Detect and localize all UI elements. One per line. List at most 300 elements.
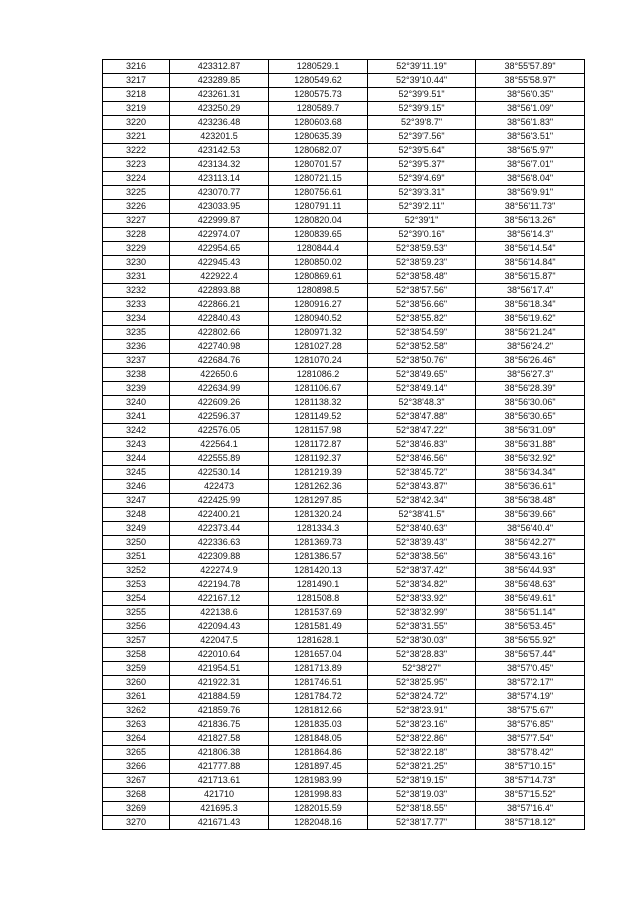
x-coordinate-cell: 423312.87 — [170, 60, 269, 74]
table-row — [103, 326, 585, 340]
latitude-cell: 52°39'2.11" — [368, 200, 476, 214]
latitude-cell: 52°38'59.53" — [368, 242, 476, 256]
point-number-cell: 3263 — [103, 718, 170, 732]
latitude-cell: 52°38'23.91" — [368, 704, 476, 718]
table-row — [103, 172, 585, 186]
table-row — [103, 424, 585, 438]
point-number-cell: 3217 — [103, 74, 170, 88]
longitude-cell: 38°56'24.2" — [476, 340, 585, 354]
table-row — [103, 116, 585, 130]
x-coordinate-cell: 422634.99 — [170, 382, 269, 396]
latitude-cell: 52°38'55.82" — [368, 312, 476, 326]
table-row — [103, 452, 585, 466]
point-number-cell: 3264 — [103, 732, 170, 746]
table-row — [103, 522, 585, 536]
longitude-cell: 38°56'32.92" — [476, 452, 585, 466]
y-coordinate-cell: 1281106.67 — [269, 382, 368, 396]
x-coordinate-cell: 422740.98 — [170, 340, 269, 354]
point-number-cell: 3216 — [103, 60, 170, 74]
longitude-cell: 38°56'36.61" — [476, 480, 585, 494]
table-row — [103, 284, 585, 298]
point-number-cell: 3249 — [103, 522, 170, 536]
latitude-cell: 52°38'46.56" — [368, 452, 476, 466]
point-number-cell: 3247 — [103, 494, 170, 508]
y-coordinate-cell: 1280791.11 — [269, 200, 368, 214]
longitude-cell: 38°56'8.04" — [476, 172, 585, 186]
longitude-cell: 38°56'19.62" — [476, 312, 585, 326]
point-number-cell: 3230 — [103, 256, 170, 270]
x-coordinate-cell: 421836.75 — [170, 718, 269, 732]
latitude-cell: 52°38'54.59" — [368, 326, 476, 340]
latitude-cell: 52°39'0.16" — [368, 228, 476, 242]
point-number-cell: 3235 — [103, 326, 170, 340]
point-number-cell: 3268 — [103, 788, 170, 802]
y-coordinate-cell: 1281297.85 — [269, 494, 368, 508]
y-coordinate-cell: 1280844.4 — [269, 242, 368, 256]
point-number-cell: 3242 — [103, 424, 170, 438]
table-row — [103, 760, 585, 774]
latitude-cell: 52°38'28.83" — [368, 648, 476, 662]
y-coordinate-cell: 1280529.1 — [269, 60, 368, 74]
longitude-cell: 38°56'5.97" — [476, 144, 585, 158]
x-coordinate-cell: 422802.66 — [170, 326, 269, 340]
latitude-cell: 52°39'1" — [368, 214, 476, 228]
point-number-cell: 3234 — [103, 312, 170, 326]
point-number-cell: 3250 — [103, 536, 170, 550]
latitude-cell: 52°38'40.63" — [368, 522, 476, 536]
point-number-cell: 3220 — [103, 116, 170, 130]
latitude-cell: 52°38'38.56" — [368, 550, 476, 564]
latitude-cell: 52°39'3.31" — [368, 186, 476, 200]
table-row — [103, 676, 585, 690]
table-row — [103, 340, 585, 354]
longitude-cell: 38°56'42.27" — [476, 536, 585, 550]
longitude-cell: 38°56'14.3" — [476, 228, 585, 242]
x-coordinate-cell: 422400.21 — [170, 508, 269, 522]
x-coordinate-cell: 421713.61 — [170, 774, 269, 788]
table-row — [103, 158, 585, 172]
table-row — [103, 592, 585, 606]
latitude-cell: 52°38'39.43" — [368, 536, 476, 550]
y-coordinate-cell: 1281628.1 — [269, 634, 368, 648]
y-coordinate-cell: 1282015.59 — [269, 802, 368, 816]
longitude-cell: 38°56'21.24" — [476, 326, 585, 340]
longitude-cell: 38°57'15.52" — [476, 788, 585, 802]
y-coordinate-cell: 1281369.73 — [269, 536, 368, 550]
x-coordinate-cell: 422564.1 — [170, 438, 269, 452]
longitude-cell: 38°57'6.85" — [476, 718, 585, 732]
longitude-cell: 38°56'30.65" — [476, 410, 585, 424]
table-row — [103, 718, 585, 732]
x-coordinate-cell: 422609.26 — [170, 396, 269, 410]
latitude-cell: 52°38'34.82" — [368, 578, 476, 592]
y-coordinate-cell: 1281420.13 — [269, 564, 368, 578]
latitude-cell: 52°38'19.03" — [368, 788, 476, 802]
x-coordinate-cell: 422194.78 — [170, 578, 269, 592]
latitude-cell: 52°38'47.22" — [368, 424, 476, 438]
table-row — [103, 144, 585, 158]
latitude-cell: 52°39'9.15" — [368, 102, 476, 116]
y-coordinate-cell: 1281320.24 — [269, 508, 368, 522]
longitude-cell: 38°56'43.16" — [476, 550, 585, 564]
latitude-cell: 52°38'43.87" — [368, 480, 476, 494]
x-coordinate-cell: 422840.43 — [170, 312, 269, 326]
y-coordinate-cell: 1281172.87 — [269, 438, 368, 452]
x-coordinate-cell: 423113.14 — [170, 172, 269, 186]
latitude-cell: 52°38'49.65" — [368, 368, 476, 382]
table-row — [103, 536, 585, 550]
latitude-cell: 52°39'5.37" — [368, 158, 476, 172]
y-coordinate-cell: 1281581.49 — [269, 620, 368, 634]
longitude-cell: 38°57'16.4" — [476, 802, 585, 816]
point-number-cell: 3257 — [103, 634, 170, 648]
latitude-cell: 52°38'24.72" — [368, 690, 476, 704]
point-number-cell: 3226 — [103, 200, 170, 214]
x-coordinate-cell: 421954.51 — [170, 662, 269, 676]
x-coordinate-cell: 421859.76 — [170, 704, 269, 718]
y-coordinate-cell: 1280575.73 — [269, 88, 368, 102]
longitude-cell: 38°56'26.46" — [476, 354, 585, 368]
y-coordinate-cell: 1280682.07 — [269, 144, 368, 158]
y-coordinate-cell: 1282048.16 — [269, 816, 368, 830]
longitude-cell: 38°56'18.34" — [476, 298, 585, 312]
x-coordinate-cell: 422650.6 — [170, 368, 269, 382]
y-coordinate-cell: 1281508.8 — [269, 592, 368, 606]
latitude-cell: 52°38'22.18" — [368, 746, 476, 760]
x-coordinate-cell: 422974.07 — [170, 228, 269, 242]
y-coordinate-cell: 1280971.32 — [269, 326, 368, 340]
y-coordinate-cell: 1281835.03 — [269, 718, 368, 732]
point-number-cell: 3233 — [103, 298, 170, 312]
point-number-cell: 3254 — [103, 592, 170, 606]
latitude-cell: 52°38'58.48" — [368, 270, 476, 284]
table-row — [103, 102, 585, 116]
point-number-cell: 3251 — [103, 550, 170, 564]
x-coordinate-cell: 422010.64 — [170, 648, 269, 662]
longitude-cell: 38°56'55.92" — [476, 634, 585, 648]
y-coordinate-cell: 1281138.32 — [269, 396, 368, 410]
x-coordinate-cell: 422274.9 — [170, 564, 269, 578]
longitude-cell: 38°57'0.45" — [476, 662, 585, 676]
latitude-cell: 52°38'23.16" — [368, 718, 476, 732]
x-coordinate-cell: 423070.77 — [170, 186, 269, 200]
y-coordinate-cell: 1281848.05 — [269, 732, 368, 746]
x-coordinate-cell: 422530.14 — [170, 466, 269, 480]
table-row — [103, 438, 585, 452]
longitude-cell: 38°56'14.84" — [476, 256, 585, 270]
latitude-cell: 52°38'49.14" — [368, 382, 476, 396]
point-number-cell: 3239 — [103, 382, 170, 396]
latitude-cell: 52°38'21.25" — [368, 760, 476, 774]
y-coordinate-cell: 1280549.62 — [269, 74, 368, 88]
y-coordinate-cell: 1281897.45 — [269, 760, 368, 774]
table-row — [103, 466, 585, 480]
table-row — [103, 494, 585, 508]
table-row — [103, 270, 585, 284]
table-row — [103, 354, 585, 368]
x-coordinate-cell: 421695.3 — [170, 802, 269, 816]
y-coordinate-cell: 1280916.27 — [269, 298, 368, 312]
table-row — [103, 732, 585, 746]
point-number-cell: 3221 — [103, 130, 170, 144]
y-coordinate-cell: 1281157.98 — [269, 424, 368, 438]
point-number-cell: 3253 — [103, 578, 170, 592]
x-coordinate-cell: 422576.05 — [170, 424, 269, 438]
longitude-cell: 38°56'31.88" — [476, 438, 585, 452]
latitude-cell: 52°38'25.95" — [368, 676, 476, 690]
longitude-cell: 38°57'10.15" — [476, 760, 585, 774]
x-coordinate-cell: 422684.76 — [170, 354, 269, 368]
latitude-cell: 52°38'50.76" — [368, 354, 476, 368]
x-coordinate-cell: 423236.48 — [170, 116, 269, 130]
longitude-cell: 38°57'14.73" — [476, 774, 585, 788]
longitude-cell: 38°56'39.66" — [476, 508, 585, 522]
point-number-cell: 3236 — [103, 340, 170, 354]
y-coordinate-cell: 1281784.72 — [269, 690, 368, 704]
longitude-cell: 38°56'40.4" — [476, 522, 585, 536]
latitude-cell: 52°38'48.3" — [368, 396, 476, 410]
point-number-cell: 3227 — [103, 214, 170, 228]
x-coordinate-cell: 421671.43 — [170, 816, 269, 830]
point-number-cell: 3266 — [103, 760, 170, 774]
y-coordinate-cell: 1280940.52 — [269, 312, 368, 326]
table-row — [103, 648, 585, 662]
longitude-cell: 38°57'2.17" — [476, 676, 585, 690]
coordinates-table — [102, 59, 585, 830]
y-coordinate-cell: 1281998.83 — [269, 788, 368, 802]
latitude-cell: 52°39'10.44" — [368, 74, 476, 88]
table-row — [103, 60, 585, 74]
table-row — [103, 704, 585, 718]
table-row — [103, 774, 585, 788]
x-coordinate-cell: 421827.58 — [170, 732, 269, 746]
y-coordinate-cell: 1281386.57 — [269, 550, 368, 564]
latitude-cell: 52°38'42.34" — [368, 494, 476, 508]
table-row — [103, 242, 585, 256]
table-row — [103, 74, 585, 88]
x-coordinate-cell: 422473 — [170, 480, 269, 494]
table-row — [103, 396, 585, 410]
y-coordinate-cell: 1281070.24 — [269, 354, 368, 368]
longitude-cell: 38°56'53.45" — [476, 620, 585, 634]
table-row — [103, 620, 585, 634]
x-coordinate-cell: 421922.31 — [170, 676, 269, 690]
latitude-cell: 52°38'27" — [368, 662, 476, 676]
latitude-cell: 52°38'32.99" — [368, 606, 476, 620]
latitude-cell: 52°39'4.69" — [368, 172, 476, 186]
table-row — [103, 130, 585, 144]
point-number-cell: 3225 — [103, 186, 170, 200]
x-coordinate-cell: 423201.5 — [170, 130, 269, 144]
x-coordinate-cell: 421777.88 — [170, 760, 269, 774]
latitude-cell: 52°38'47.88" — [368, 410, 476, 424]
point-number-cell: 3219 — [103, 102, 170, 116]
y-coordinate-cell: 1280839.65 — [269, 228, 368, 242]
table-row — [103, 788, 585, 802]
table-row — [103, 802, 585, 816]
point-number-cell: 3246 — [103, 480, 170, 494]
point-number-cell: 3270 — [103, 816, 170, 830]
latitude-cell: 52°39'8.7" — [368, 116, 476, 130]
point-number-cell: 3223 — [103, 158, 170, 172]
latitude-cell: 52°38'19.15" — [368, 774, 476, 788]
longitude-cell: 38°56'44.93" — [476, 564, 585, 578]
y-coordinate-cell: 1281149.52 — [269, 410, 368, 424]
point-number-cell: 3244 — [103, 452, 170, 466]
point-number-cell: 3231 — [103, 270, 170, 284]
longitude-cell: 38°56'31.09" — [476, 424, 585, 438]
point-number-cell: 3241 — [103, 410, 170, 424]
latitude-cell: 52°39'11.19" — [368, 60, 476, 74]
point-number-cell: 3259 — [103, 662, 170, 676]
point-number-cell: 3248 — [103, 508, 170, 522]
table-row — [103, 368, 585, 382]
longitude-cell: 38°56'30.06" — [476, 396, 585, 410]
y-coordinate-cell: 1280869.61 — [269, 270, 368, 284]
table-row — [103, 508, 585, 522]
longitude-cell: 38°56'48.63" — [476, 578, 585, 592]
longitude-cell: 38°56'11.73" — [476, 200, 585, 214]
x-coordinate-cell: 422922.4 — [170, 270, 269, 284]
table-row — [103, 200, 585, 214]
table-row — [103, 662, 585, 676]
point-number-cell: 3262 — [103, 704, 170, 718]
latitude-cell: 52°39'7.56" — [368, 130, 476, 144]
table-row — [103, 746, 585, 760]
table-row — [103, 550, 585, 564]
table-row — [103, 578, 585, 592]
longitude-cell: 38°55'58.97" — [476, 74, 585, 88]
table-row — [103, 88, 585, 102]
latitude-cell: 52°38'33.92" — [368, 592, 476, 606]
point-number-cell: 3261 — [103, 690, 170, 704]
x-coordinate-cell: 422167.12 — [170, 592, 269, 606]
table-row — [103, 564, 585, 578]
x-coordinate-cell: 422866.21 — [170, 298, 269, 312]
y-coordinate-cell: 1280756.61 — [269, 186, 368, 200]
point-number-cell: 3232 — [103, 284, 170, 298]
longitude-cell: 38°56'57.44" — [476, 648, 585, 662]
latitude-cell: 52°38'31.55" — [368, 620, 476, 634]
x-coordinate-cell: 423250.29 — [170, 102, 269, 116]
table-row — [103, 382, 585, 396]
longitude-cell: 38°56'0.35" — [476, 88, 585, 102]
y-coordinate-cell: 1281812.66 — [269, 704, 368, 718]
longitude-cell: 38°56'49.61" — [476, 592, 585, 606]
x-coordinate-cell: 423134.32 — [170, 158, 269, 172]
x-coordinate-cell: 423261.31 — [170, 88, 269, 102]
longitude-cell: 38°55'57.89" — [476, 60, 585, 74]
table-row — [103, 298, 585, 312]
latitude-cell: 52°38'46.83" — [368, 438, 476, 452]
x-coordinate-cell: 421806.38 — [170, 746, 269, 760]
table-row — [103, 480, 585, 494]
y-coordinate-cell: 1281219.39 — [269, 466, 368, 480]
longitude-cell: 38°57'8.42" — [476, 746, 585, 760]
latitude-cell: 52°39'9.51" — [368, 88, 476, 102]
table-row — [103, 312, 585, 326]
y-coordinate-cell: 1280589.7 — [269, 102, 368, 116]
latitude-cell: 52°38'52.58" — [368, 340, 476, 354]
point-number-cell: 3240 — [103, 396, 170, 410]
table-row — [103, 816, 585, 830]
y-coordinate-cell: 1280721.15 — [269, 172, 368, 186]
x-coordinate-cell: 421710 — [170, 788, 269, 802]
point-number-cell: 3256 — [103, 620, 170, 634]
point-number-cell: 3218 — [103, 88, 170, 102]
point-number-cell: 3260 — [103, 676, 170, 690]
y-coordinate-cell: 1281027.28 — [269, 340, 368, 354]
latitude-cell: 52°38'18.55" — [368, 802, 476, 816]
longitude-cell: 38°56'7.01" — [476, 158, 585, 172]
y-coordinate-cell: 1280603.68 — [269, 116, 368, 130]
latitude-cell: 52°38'41.5" — [368, 508, 476, 522]
x-coordinate-cell: 422954.65 — [170, 242, 269, 256]
x-coordinate-cell: 422373.44 — [170, 522, 269, 536]
y-coordinate-cell: 1280898.5 — [269, 284, 368, 298]
point-number-cell: 3222 — [103, 144, 170, 158]
x-coordinate-cell: 422138.6 — [170, 606, 269, 620]
table-row — [103, 256, 585, 270]
x-coordinate-cell: 423289.85 — [170, 74, 269, 88]
coordinates-table-body — [103, 60, 585, 830]
y-coordinate-cell: 1281864.86 — [269, 746, 368, 760]
y-coordinate-cell: 1281334.3 — [269, 522, 368, 536]
point-number-cell: 3228 — [103, 228, 170, 242]
point-number-cell: 3269 — [103, 802, 170, 816]
point-number-cell: 3252 — [103, 564, 170, 578]
point-number-cell: 3258 — [103, 648, 170, 662]
y-coordinate-cell: 1281192.37 — [269, 452, 368, 466]
longitude-cell: 38°57'7.54" — [476, 732, 585, 746]
latitude-cell: 52°38'59.23" — [368, 256, 476, 270]
y-coordinate-cell: 1281713.89 — [269, 662, 368, 676]
longitude-cell: 38°56'1.09" — [476, 102, 585, 116]
x-coordinate-cell: 422047.5 — [170, 634, 269, 648]
y-coordinate-cell: 1281983.99 — [269, 774, 368, 788]
longitude-cell: 38°56'51.14" — [476, 606, 585, 620]
x-coordinate-cell: 422336.63 — [170, 536, 269, 550]
x-coordinate-cell: 422309.88 — [170, 550, 269, 564]
latitude-cell: 52°38'22.86" — [368, 732, 476, 746]
x-coordinate-cell: 422999.87 — [170, 214, 269, 228]
latitude-cell: 52°38'30.03" — [368, 634, 476, 648]
y-coordinate-cell: 1281537.69 — [269, 606, 368, 620]
table-row — [103, 410, 585, 424]
longitude-cell: 38°56'38.48" — [476, 494, 585, 508]
point-number-cell: 3238 — [103, 368, 170, 382]
latitude-cell: 52°38'17.77" — [368, 816, 476, 830]
point-number-cell: 3229 — [103, 242, 170, 256]
longitude-cell: 38°56'34.34" — [476, 466, 585, 480]
longitude-cell: 38°57'4.19" — [476, 690, 585, 704]
x-coordinate-cell: 422094.43 — [170, 620, 269, 634]
latitude-cell: 52°38'37.42" — [368, 564, 476, 578]
point-number-cell: 3255 — [103, 606, 170, 620]
point-number-cell: 3265 — [103, 746, 170, 760]
longitude-cell: 38°56'28.39" — [476, 382, 585, 396]
longitude-cell: 38°57'5.67" — [476, 704, 585, 718]
longitude-cell: 38°56'14.54" — [476, 242, 585, 256]
x-coordinate-cell: 422596.37 — [170, 410, 269, 424]
table-row — [103, 186, 585, 200]
latitude-cell: 52°38'57.56" — [368, 284, 476, 298]
longitude-cell: 38°56'9.91" — [476, 186, 585, 200]
longitude-cell: 38°57'18.12" — [476, 816, 585, 830]
latitude-cell: 52°38'45.72" — [368, 466, 476, 480]
longitude-cell: 38°56'27.3" — [476, 368, 585, 382]
x-coordinate-cell: 422425.99 — [170, 494, 269, 508]
